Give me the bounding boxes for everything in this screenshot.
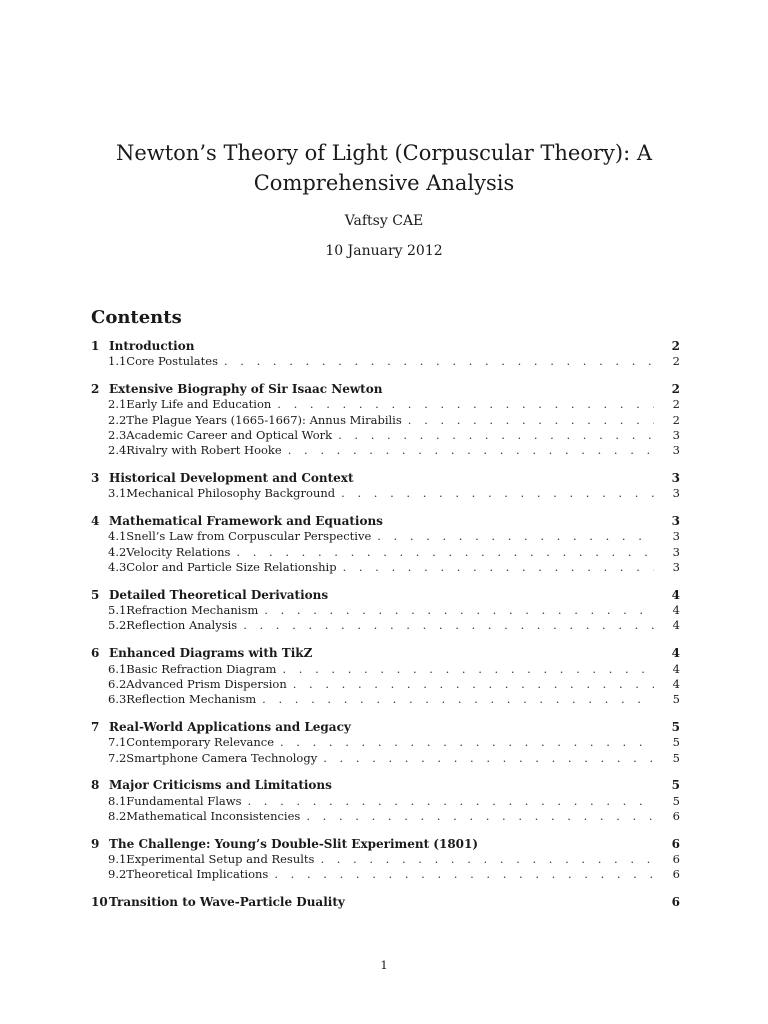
toc-subsection-title: Refraction Mechanism bbox=[126, 603, 259, 618]
toc-subsection-number: 4.3 bbox=[108, 560, 127, 575]
toc-dot-leader bbox=[282, 662, 654, 677]
toc-subsection-entry[interactable] bbox=[91, 413, 680, 428]
toc-subsection-title: Theoretical Implications bbox=[126, 867, 269, 882]
toc-subsection-number: 6.3 bbox=[108, 692, 127, 707]
toc-section-title: Major Criticisms and Limitations bbox=[109, 778, 332, 793]
toc-subsection-entry[interactable] bbox=[91, 751, 680, 766]
toc-section-title: The Challenge: Young’s Double-Slit Experiment (1801) bbox=[109, 836, 479, 851]
toc-subsection-page: 6 bbox=[672, 852, 680, 867]
toc-subsection-entry[interactable] bbox=[91, 486, 680, 501]
toc-section-title: Introduction bbox=[109, 339, 195, 353]
toc-subsection-number: 2.4 bbox=[108, 443, 127, 458]
toc-subsection-title: Mechanical Philosophy Background bbox=[126, 486, 336, 501]
toc-section bbox=[91, 778, 680, 824]
toc-section-title: Real-World Applications and Legacy bbox=[109, 719, 351, 734]
toc-subsection-page: 3 bbox=[672, 486, 680, 501]
toc-subsection-number: 8.1 bbox=[108, 793, 127, 808]
toc-subsection-title: Academic Career and Optical Work bbox=[126, 427, 333, 442]
toc-section-entry[interactable] bbox=[91, 588, 680, 603]
toc-subsection-entry[interactable] bbox=[91, 809, 680, 824]
toc-section bbox=[91, 720, 680, 766]
toc-section-title: Extensive Biography of Sir Isaac Newton bbox=[109, 382, 383, 397]
document-author: Vaftsy CAE bbox=[344, 213, 424, 229]
toc-dot-leader bbox=[306, 809, 654, 824]
toc-section-page: 6 bbox=[671, 895, 680, 910]
toc-section-page: 6 bbox=[671, 836, 680, 851]
toc-subsection-title: Fundamental Flaws bbox=[126, 793, 242, 808]
toc-dot-leader bbox=[288, 443, 654, 458]
toc-subsection-number: 2.2 bbox=[108, 412, 127, 427]
toc-section bbox=[91, 837, 680, 883]
toc-subsection-number: 7.1 bbox=[108, 735, 127, 750]
toc-section-entry[interactable] bbox=[91, 837, 680, 852]
toc-subsection-title: Advanced Prism Dispersion bbox=[126, 676, 287, 691]
toc-section-number: 8 bbox=[91, 778, 100, 793]
toc-subsection-title: Mathematical Inconsistencies bbox=[126, 808, 301, 823]
toc-subsection-title: Experimental Setup and Results bbox=[126, 852, 315, 867]
document-date: 10 January 2012 bbox=[325, 243, 443, 259]
toc-subsection-number: 9.1 bbox=[108, 852, 127, 867]
toc-section-title: Detailed Theoretical Derivations bbox=[109, 587, 329, 602]
toc-subsection-entry[interactable] bbox=[91, 852, 680, 867]
toc-section-title: Transition to Wave-Particle Duality bbox=[109, 895, 345, 910]
page-number: 1 bbox=[380, 958, 388, 972]
toc-subsection-number: 4.1 bbox=[108, 529, 127, 544]
toc-subsection-page: 2 bbox=[672, 412, 680, 427]
toc-dot-leader bbox=[224, 354, 654, 369]
toc-section-title: Historical Development and Context bbox=[109, 471, 354, 486]
toc-section-page: 5 bbox=[671, 719, 680, 734]
toc-subsection-page: 3 bbox=[672, 443, 680, 458]
toc-section bbox=[91, 646, 680, 707]
toc-subsection-entry[interactable] bbox=[91, 443, 680, 458]
toc-subsection-title: Snell’s Law from Corpuscular Perspective bbox=[126, 529, 372, 544]
toc-dot-leader bbox=[264, 603, 654, 618]
toc-dot-leader bbox=[248, 794, 655, 809]
toc-section-number: 6 bbox=[91, 646, 100, 661]
toc-section-entry[interactable] bbox=[91, 471, 680, 486]
toc-section-page: 2 bbox=[671, 339, 680, 353]
toc-subsection-title: Rivalry with Robert Hooke bbox=[126, 443, 282, 458]
toc-dot-leader bbox=[236, 545, 654, 560]
toc-section bbox=[91, 895, 680, 910]
toc-subsection-entry[interactable] bbox=[91, 735, 680, 750]
toc-subsection-number: 8.2 bbox=[108, 808, 127, 823]
toc-subsection-entry[interactable] bbox=[91, 529, 680, 544]
toc-subsection-entry[interactable] bbox=[91, 428, 680, 443]
toc-dot-leader bbox=[293, 677, 654, 692]
toc-section-entry[interactable] bbox=[91, 646, 680, 661]
toc-section-entry[interactable] bbox=[91, 778, 680, 793]
toc-dot-leader bbox=[323, 751, 654, 766]
toc-subsection-page: 5 bbox=[672, 750, 680, 765]
toc-subsection-title: Contemporary Relevance bbox=[126, 735, 274, 750]
toc-subsection-title: Early Life and Education bbox=[126, 397, 272, 412]
toc-subsection-number: 4.2 bbox=[108, 544, 127, 559]
toc-subsection-number: 5.2 bbox=[108, 618, 127, 633]
toc-section bbox=[91, 382, 680, 458]
toc-subsection-page: 4 bbox=[672, 661, 680, 676]
toc-dot-leader bbox=[408, 413, 654, 428]
toc-subsection-title: Reflection Analysis bbox=[126, 618, 238, 633]
toc-subsection-number: 3.1 bbox=[108, 486, 127, 501]
toc-section-entry[interactable] bbox=[91, 514, 680, 529]
toc-section-title: Enhanced Diagrams with TikZ bbox=[109, 646, 313, 661]
toc-section bbox=[91, 471, 680, 502]
toc-dot-leader bbox=[341, 486, 654, 501]
toc-subsection-entry[interactable] bbox=[91, 677, 680, 692]
toc-dot-leader bbox=[243, 618, 654, 633]
toc-subsection-page: 5 bbox=[672, 735, 680, 750]
toc-subsection-entry[interactable] bbox=[91, 545, 680, 560]
toc-section bbox=[91, 514, 680, 575]
toc-subsection-page: 3 bbox=[672, 427, 680, 442]
toc-subsection-page: 4 bbox=[672, 618, 680, 633]
toc-subsection-title: Velocity Relations bbox=[126, 544, 231, 559]
toc-dot-leader bbox=[262, 692, 654, 707]
toc-subsection-title: Basic Refraction Diagram bbox=[126, 661, 277, 676]
toc-section-page: 3 bbox=[671, 471, 680, 486]
toc-subsection-entry[interactable] bbox=[91, 560, 680, 575]
toc-section-page: 4 bbox=[671, 587, 680, 602]
toc-section-entry[interactable] bbox=[91, 720, 680, 735]
toc-subsection-title: Core Postulates bbox=[126, 354, 218, 369]
document-title: Newton’s Theory of Light (Corpuscular Theory): A Comprehensive Analysis bbox=[115, 141, 653, 195]
toc-section-page: 5 bbox=[671, 778, 680, 793]
toc-subsection-page: 3 bbox=[672, 544, 680, 559]
toc-subsection-title: Reflection Mechanism bbox=[126, 692, 257, 707]
toc-dot-leader bbox=[338, 428, 654, 443]
toc-subsection-page: 5 bbox=[672, 793, 680, 808]
toc-subsection-number: 6.1 bbox=[108, 661, 127, 676]
toc-dot-leader bbox=[277, 397, 654, 412]
toc-subsection-entry[interactable] bbox=[91, 354, 680, 369]
toc-section-number: 7 bbox=[91, 719, 100, 734]
toc-section-title: Mathematical Framework and Equations bbox=[109, 514, 383, 529]
toc-subsection-entry[interactable] bbox=[91, 867, 680, 882]
toc-section-number: 3 bbox=[91, 471, 100, 486]
toc-subsection-entry[interactable] bbox=[91, 662, 680, 677]
toc-section-number: 4 bbox=[91, 514, 100, 529]
toc-section-page: 2 bbox=[671, 382, 680, 397]
toc-subsection-number: 9.2 bbox=[108, 867, 127, 882]
toc-subsection-number: 6.2 bbox=[108, 676, 127, 691]
toc-section-entry[interactable] bbox=[91, 895, 680, 910]
toc-dot-leader bbox=[280, 735, 654, 750]
toc-subsection-page: 6 bbox=[672, 867, 680, 882]
toc-dot-leader bbox=[343, 560, 654, 575]
toc-subsection-page: 2 bbox=[672, 354, 680, 369]
toc-subsection-page: 3 bbox=[672, 560, 680, 575]
toc-subsection-page: 4 bbox=[672, 676, 680, 691]
toc-section bbox=[91, 339, 680, 370]
toc-subsection-entry[interactable] bbox=[91, 397, 680, 412]
toc-subsection-page: 6 bbox=[672, 808, 680, 823]
toc-subsection-page: 4 bbox=[672, 603, 680, 618]
toc-subsection-page: 3 bbox=[672, 529, 680, 544]
toc-dot-leader bbox=[320, 852, 654, 867]
toc-subsection-entry[interactable] bbox=[91, 794, 680, 809]
toc-subsection-entry[interactable] bbox=[91, 692, 680, 707]
toc-section-number: 2 bbox=[91, 382, 100, 397]
toc-section bbox=[91, 588, 680, 634]
toc-section-entry[interactable] bbox=[91, 382, 680, 397]
toc-section-page: 4 bbox=[671, 646, 680, 661]
toc-dot-leader bbox=[274, 867, 654, 882]
toc-dot-leader bbox=[377, 529, 654, 544]
toc-section-entry[interactable] bbox=[91, 339, 680, 354]
toc-subsection-title: Color and Particle Size Relationship bbox=[126, 560, 337, 575]
toc-section-page: 3 bbox=[671, 514, 680, 529]
toc-subsection-number: 2.3 bbox=[108, 427, 127, 442]
toc-subsection-entry[interactable] bbox=[91, 618, 680, 633]
toc-subsection-number: 5.1 bbox=[108, 603, 127, 618]
toc-subsection-number: 2.1 bbox=[108, 397, 127, 412]
toc-section-number: 1 bbox=[91, 339, 100, 353]
toc-section-number: 10 bbox=[91, 895, 108, 910]
toc-subsection-entry[interactable] bbox=[91, 603, 680, 618]
toc-subsection-number: 7.2 bbox=[108, 750, 127, 765]
toc-section-number: 9 bbox=[91, 836, 100, 851]
toc-subsection-number: 1.1 bbox=[108, 354, 127, 369]
toc-subsection-title: The Plague Years (1665-1667): Annus Mirabilis bbox=[126, 412, 402, 427]
toc-subsection-page: 5 bbox=[672, 692, 680, 707]
contents-heading: Contents bbox=[91, 307, 182, 328]
toc-subsection-page: 2 bbox=[672, 397, 680, 412]
toc-section-number: 5 bbox=[91, 587, 100, 602]
toc-subsection-title: Smartphone Camera Technology bbox=[126, 750, 318, 765]
table-of-contents bbox=[91, 339, 680, 923]
